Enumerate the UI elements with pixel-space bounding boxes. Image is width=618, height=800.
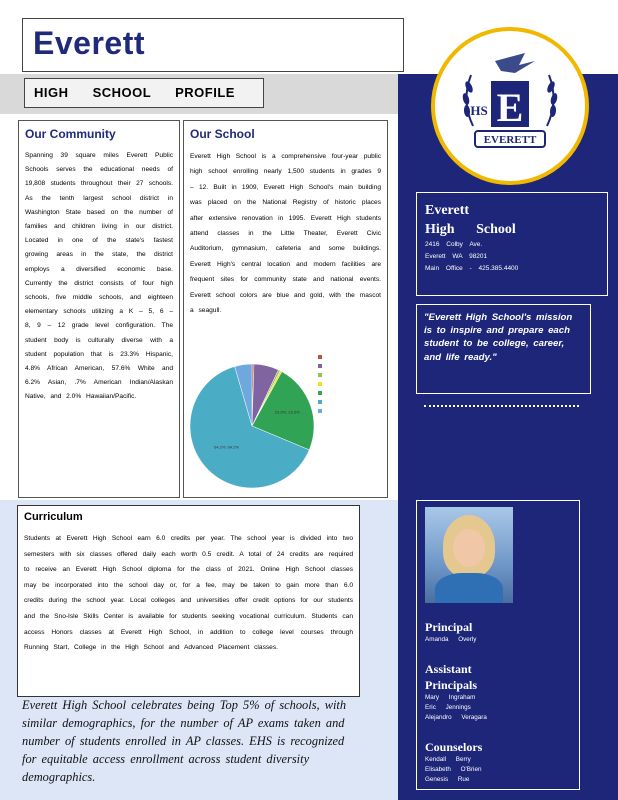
principal-name: Amanda Overly xyxy=(425,636,477,643)
principal-photo xyxy=(425,507,513,603)
logo-side-text: HS xyxy=(470,103,488,118)
legend-item xyxy=(318,370,386,379)
assistant-principal: Eric Jennings xyxy=(425,704,471,711)
school-text: Everett High School is a comprehensive four-year public high school enrolling nearly 1,500 students in grades 9 – 12. Built in 1909, Everett High School's main building was placed on the National Registry of historic places after extensive renovation in 1995. Everett High students attend classes in the Little Theater, Everett Civic Auditorium, gymnasium, cafeteria and some buildings. Everett High's central location and modern facilities are frequent sites for community state and national events. Everett school colors are blue and gold, with the mascot a seagull. xyxy=(190,153,381,315)
legend-item xyxy=(318,397,386,406)
legend-item xyxy=(318,352,386,361)
subtitle-box xyxy=(24,78,264,108)
page-subtitle: HIGH SCHOOL PROFILE xyxy=(34,85,235,100)
pie-chart xyxy=(190,348,320,493)
pie-data-label: 64.2%; 64.2% xyxy=(214,444,240,450)
counselor: Elisabeth O'Brien xyxy=(425,766,482,773)
school-phone: Main Office - 425.385.4400 xyxy=(425,265,519,272)
staff-box xyxy=(416,500,580,790)
page-title: Everett xyxy=(33,25,145,61)
dotted-divider xyxy=(424,405,579,407)
community-text: Spanning 39 square miles Everett Public Schools serves the educational needs of 19,808 students throughout their 27 schools. As the tenth largest school district in Washington State based on the number of families and children living in our district. Located in one of the state's fastest growing areas in the state, the district employs a diversified economic base. Currently the district consists of four high schools, five middle schools, and eighteen elementary schools utilizing a K – 5, 6 – 8, 9 – 12 grade level configuration. The student body is culturally diverse with a student population that is 23.3% Hispanic, 4.8% African American, 57.6% White and 6.2% Asian, .7% American Indian/Alaskan Native, and 2.0% Hawaiian/Pacific. xyxy=(25,152,173,401)
legend-item xyxy=(318,361,386,370)
assistant-principals-heading: Assistant Principals xyxy=(425,662,478,692)
legend-swatch xyxy=(318,409,322,413)
school-address: 2416 Colby Ave. xyxy=(425,241,483,248)
legend-item xyxy=(318,406,386,415)
school-heading: Our School xyxy=(190,127,255,141)
logo-letter: E xyxy=(496,85,524,130)
achievement-quote: Everett High School celebrates being Top 5% of schools, with similar demographics, for the number of AP exams taken and number of students enrolled in AP classes. EHS is recognized for equitable access enrollment across student diversity demographics. xyxy=(22,698,347,784)
curriculum-text: Students at Everett High School earn 6.0 credits per year. The school year is divided into two semesters with six classes offered daily each worth 0.5 credit. A total of 24 credits are required to receive an Everett High School diploma for the class of 2021. Online High School classes may be incorporated into the school day or, for a fee, may be taken to gain more than 6.0 credits during the school year. Local colleges and universities offer credit options for our students and the Sno-Isle Skills Center is available for students seeking vocational curriculum. Students can access Honors classes at Everett High School, in addition to college level courses through Running Start, College in the High School and Advanced Placement classes. xyxy=(24,535,353,652)
counselor: Kendall Berry xyxy=(425,756,471,763)
community-panel xyxy=(18,120,180,498)
principal-heading: Principal xyxy=(425,620,473,634)
logo-banner: EVERETT xyxy=(483,134,537,146)
curriculum-heading: Curriculum xyxy=(24,511,83,523)
mission-statement: "Everett High School's mission is to inspire and prepare each student to be college, career, and life ready." xyxy=(416,304,591,394)
community-heading: Our Community xyxy=(25,127,116,141)
curriculum-panel xyxy=(17,505,360,697)
legend-item xyxy=(318,388,386,397)
school-logo xyxy=(431,27,589,185)
chart-legend xyxy=(318,352,386,415)
school-name-line2: High School xyxy=(425,222,516,237)
counselor: Genesis Rue xyxy=(425,776,470,783)
assistant-principal: Alejandro Veragara xyxy=(425,714,487,721)
legend-swatch xyxy=(318,355,322,359)
school-crest-icon xyxy=(435,31,585,181)
title-box xyxy=(22,18,404,72)
school-info-box xyxy=(416,192,608,296)
legend-swatch xyxy=(318,391,322,395)
counselors-heading: Counselors xyxy=(425,740,483,754)
demographics-chart xyxy=(190,348,386,493)
legend-swatch xyxy=(318,364,322,368)
legend-swatch xyxy=(318,400,322,404)
legend-swatch xyxy=(318,373,322,377)
pie-data-label: 23.3%; 23.3% xyxy=(274,409,300,415)
school-name-line1: Everett xyxy=(425,203,470,218)
legend-item xyxy=(318,379,386,388)
school-city: Everett WA 98201 xyxy=(425,253,488,260)
assistant-principal: Mary Ingraham xyxy=(425,694,476,701)
legend-swatch xyxy=(318,382,322,386)
